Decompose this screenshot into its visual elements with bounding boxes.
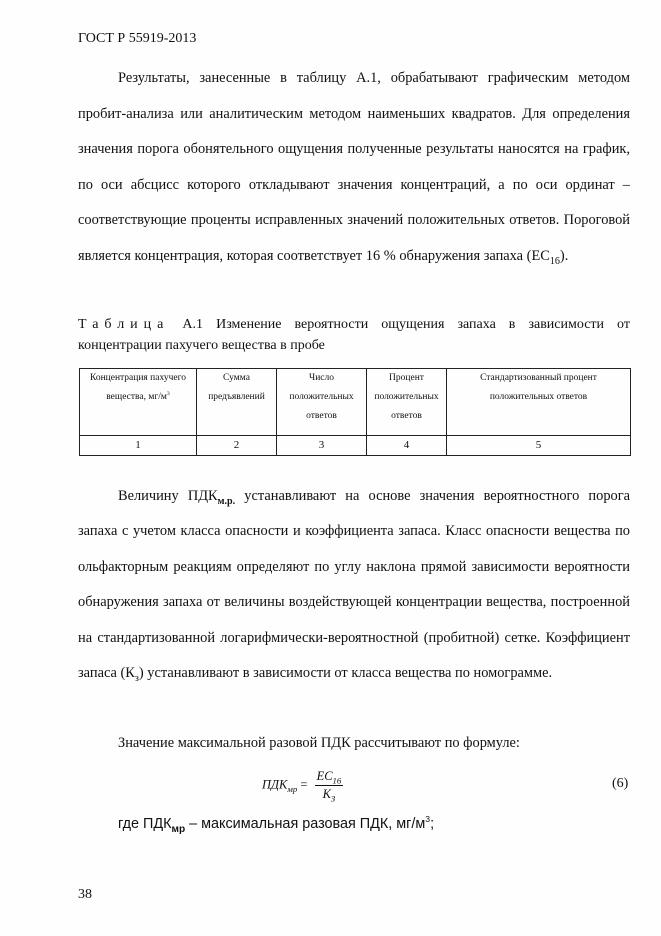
col-number: 5 [447,436,631,456]
table-header-row [80,369,631,436]
table-number-row [80,436,631,456]
col-number: 3 [277,436,367,456]
formula-fraction: $\frac{ЕС_{16}}{К_З}$ [316,769,342,804]
document-header: ГОСТ Р 55919-2013 [78,31,197,46]
paragraph-pdk: Величину $ПДК_{м.р.}$ устанавливают на основе значения вероятностного порога запаха с учетом класса опасности и коэффициента запаса. Класс опасности вещества по ольфакторным реакциям определяют по углу наклона прямой зависимости вероятности обнаружения запаха от величины воздействующей концентрации вещества, построенной на стандартизованной логарифмически-вероятностной (пробитной) сетке. Коэффициент запаса $(К_з)$ устанавливают в зависимости от класса вещества по номограмме. [78,488,630,684]
results-table [79,368,631,456]
formula-pdk: $ПДК_{мр}$ = $\frac{ЕС_{16}}{К_З}$ [262,769,342,804]
header-sum: Сумма предъявлений [197,369,277,436]
col-number: 4 [367,436,447,456]
paragraph-results: Результаты, занесенные в таблицу А.1, обрабатывают графическим методом пробит-анализа или аналитическим методом наименьших квадратов. Для определения значения порога обонятельного ощущения полученные результаты наносятся на график, по оси абсцисс которого откладывают значения концентраций, а по оси ординат – соответствующие проценты исправленных значений положительных ответов. Пороговой является концентрация, которая соответствует 16 % обнаружения запаха $(ЕС_{16})$. [78,70,630,267]
page-number: 38 [78,887,92,902]
formula-legend: где $ПДК_{мр}$ – максимальная разовая ПДК, $мг/м^3$; [118,814,435,835]
col-number: 1 [80,436,197,456]
formula-intro: Значение максимальной разовой ПДК рассчитывают по формуле: [118,735,520,751]
header-percent: Процент положительных ответов [367,369,447,436]
table-caption: Таблица А.1 Изменение вероятности ощущения запаха в зависимости от концентрации пахучего вещества в пробе [78,317,630,353]
col-number: 2 [197,436,277,456]
formula-number: (6) [612,776,629,791]
header-positive-count: Число положительных ответов [277,369,367,436]
header-standardized-percent: Стандартизованный процент положительных ответов [447,369,631,436]
header-concentration: Концентрация пахучего вещества, $мг/м^3$ [80,369,197,436]
